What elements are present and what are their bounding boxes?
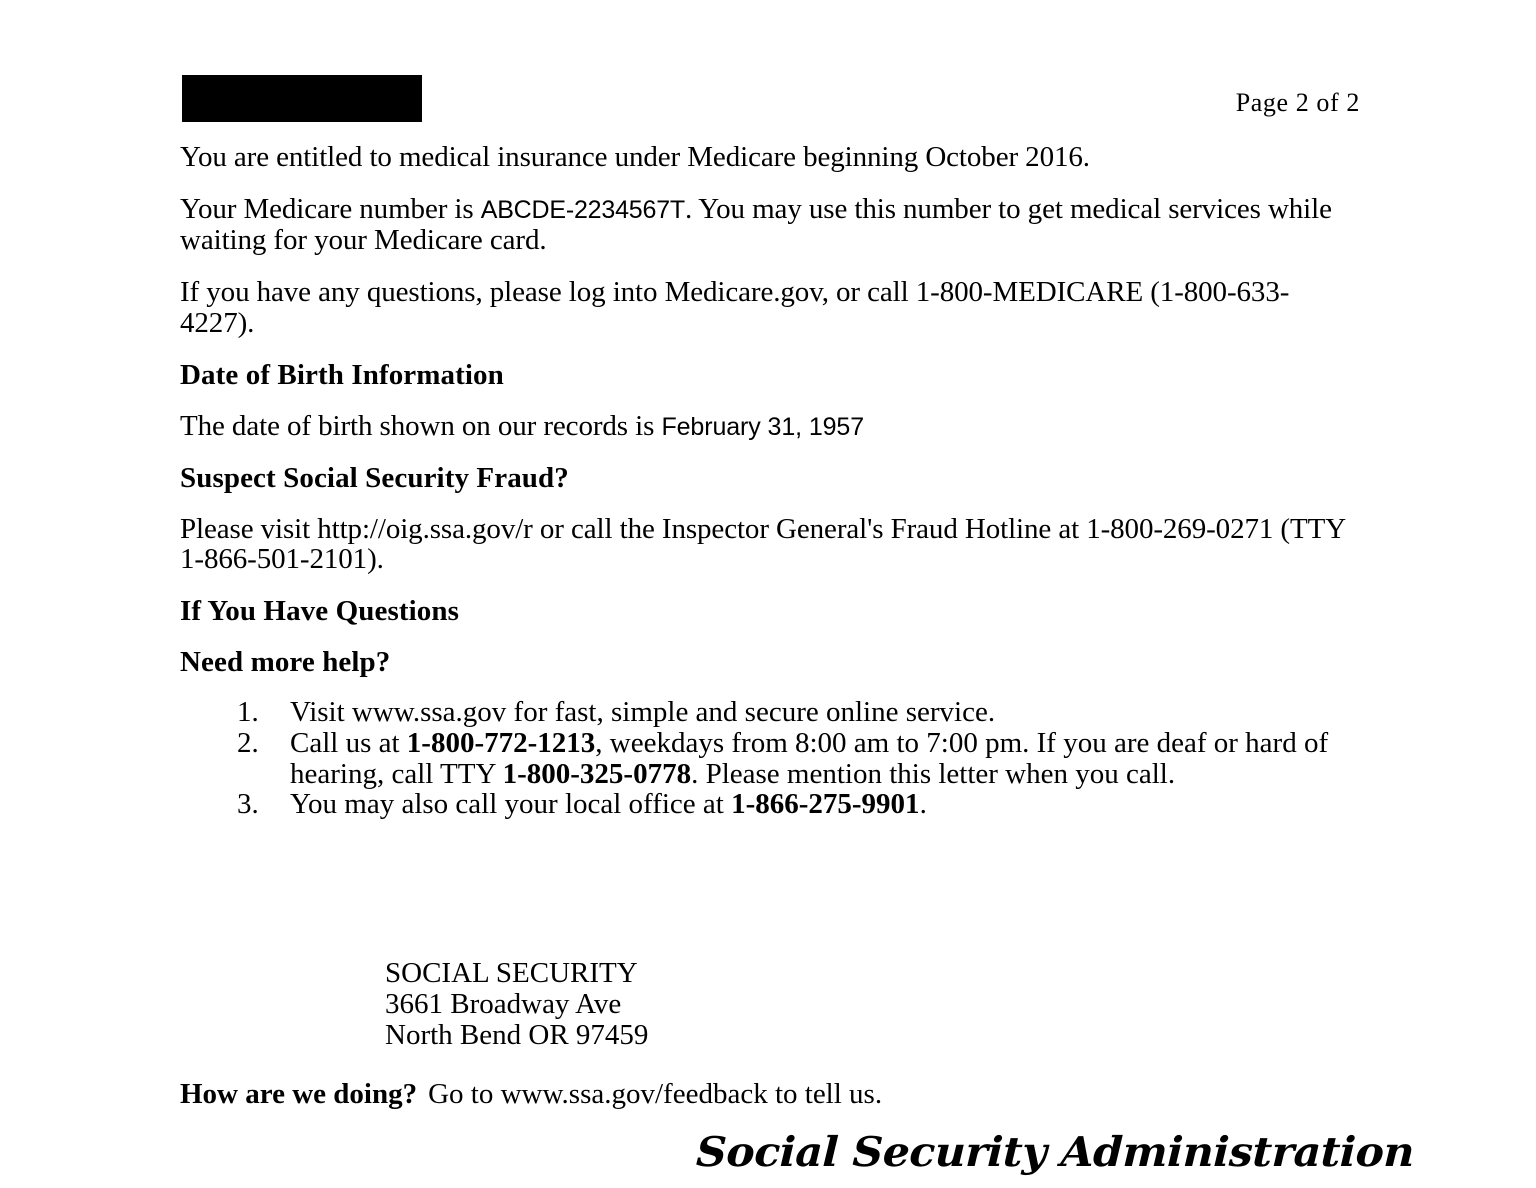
list-item-text-run: , weekdays from 8:00 am to 7:00 pm. If you are deaf or hard of hearing, call TTY <box>290 726 1329 790</box>
list-item-number: 1. <box>237 696 259 729</box>
questions-contact-text: If you have any questions, please log into Medicare.gov, or call 1-800-MEDICARE (1-800-633-4227). <box>180 276 1290 339</box>
list-item-number: 3. <box>237 788 259 821</box>
feedback-line <box>180 1078 882 1111</box>
list-item <box>180 789 1360 820</box>
date-of-birth-paragraph <box>180 411 1360 441</box>
list-item-text-run: Visit www.ssa.gov for fast, simple and secure online service. <box>290 696 996 729</box>
list-item-text <box>290 696 995 728</box>
heading-if-you-have-questions: If You Have Questions <box>180 595 459 628</box>
feedback-text: Go to www.ssa.gov/feedback to tell us. <box>428 1078 883 1110</box>
questions-contact-paragraph <box>180 277 1360 338</box>
list-item-text-run: . <box>919 788 927 821</box>
office-address-block <box>385 958 648 1051</box>
date-of-birth-value: February 31, 1957 <box>661 412 865 441</box>
letter-body <box>180 142 1360 820</box>
list-item-text-run: Call us at <box>290 726 407 759</box>
list-item-number: 2. <box>237 726 259 759</box>
help-list <box>180 697 1360 820</box>
office-street: 3661 Broadway Ave <box>385 988 622 1021</box>
list-item <box>180 697 1360 728</box>
agency-signature: Social Security Administration <box>695 1128 1415 1176</box>
redaction-bar <box>182 75 422 122</box>
entitlement-text: You are entitled to medical insurance under Medicare beginning October 2016. <box>180 141 1090 173</box>
medicare-number-prefix: Your Medicare number is <box>180 193 481 226</box>
office-city-state-zip: North Bend OR 97459 <box>385 1019 649 1052</box>
feedback-lead: How are we doing? <box>180 1078 418 1110</box>
heading-suspect-fraud: Suspect Social Security Fraud? <box>180 462 569 495</box>
heading-need-more-help: Need more help? <box>180 645 391 678</box>
page-number: Page 2 of 2 <box>1235 88 1360 117</box>
phone-number: 1-866-275-9901 <box>731 788 920 821</box>
entitlement-paragraph <box>180 142 1360 172</box>
list-item-text-run: You may also call your local office at <box>290 788 732 821</box>
phone-number: 1-800-772-1213 <box>406 726 596 759</box>
list-item <box>180 728 1360 789</box>
medicare-number-suffix: . You may use this number to get medical services while waiting for your Medicare card. <box>180 193 1332 256</box>
list-item-text <box>290 788 927 820</box>
office-name: SOCIAL SECURITY <box>385 957 638 989</box>
fraud-paragraph <box>180 514 1360 575</box>
fraud-text: Please visit http://oig.ssa.gov/r or call the Inspector General's Fraud Hotline at 1-800-269-0271 (TTY 1-866-501-2101). <box>180 512 1345 575</box>
medicare-number-paragraph <box>180 194 1360 255</box>
medicare-number-value: ABCDE-2234567T <box>480 196 685 225</box>
phone-number: 1-800-325-0778 <box>502 757 692 790</box>
list-item-text-run: . Please mention this letter when you call. <box>691 757 1176 790</box>
heading-date-of-birth: Date of Birth Information <box>180 359 504 392</box>
date-of-birth-label: The date of birth shown on our records is <box>180 409 662 442</box>
list-item-text <box>290 727 1328 790</box>
